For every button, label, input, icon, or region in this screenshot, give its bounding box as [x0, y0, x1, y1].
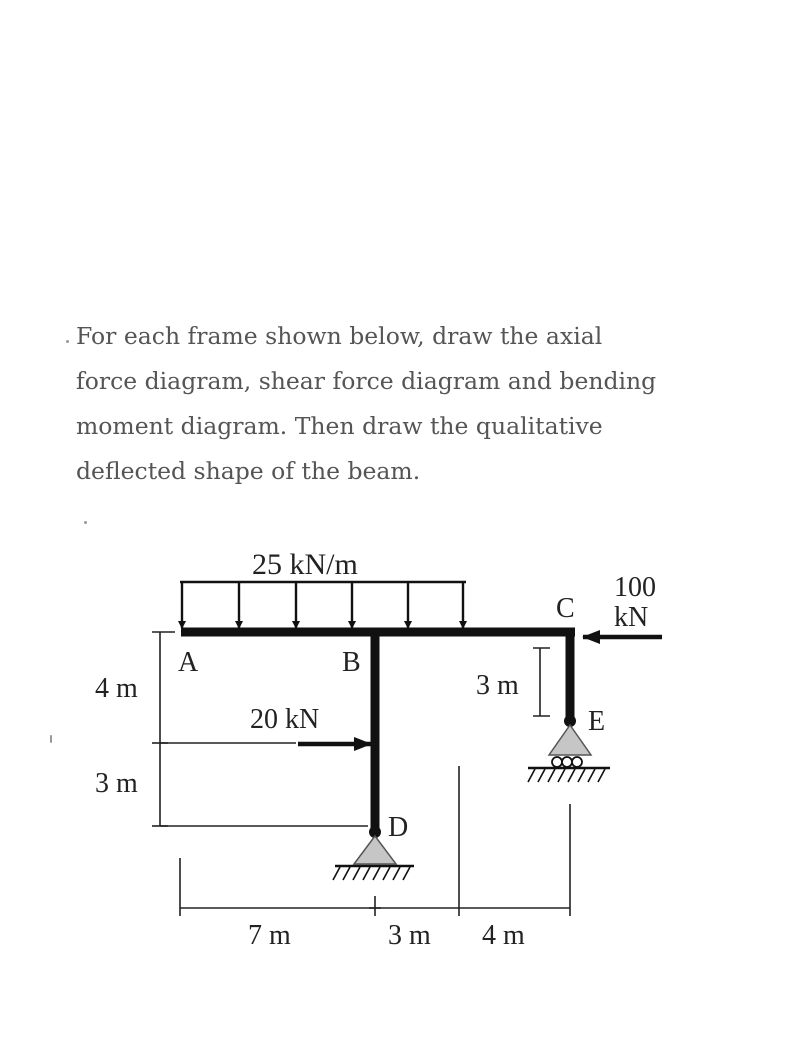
distributed-load-label: 25 kN/m — [252, 548, 358, 581]
question-line-1: For each frame shown below, draw the axial — [76, 322, 603, 350]
frame-members — [181, 632, 575, 832]
dim-label-bottom-2: 3 m — [388, 920, 431, 951]
dim-label-right-column: 3 m — [476, 670, 519, 701]
dim-label-left-lower: 3 m — [95, 768, 138, 799]
dim-label-bottom-3: 4 m — [482, 920, 525, 951]
question-line-4: deflected shape of the beam. — [76, 457, 421, 485]
ground-hatch-e — [528, 769, 605, 782]
question-line-2: force diagram, shear force diagram and bending — [76, 367, 657, 395]
right-dimension-lines — [533, 648, 550, 716]
distributed-load-arrows — [180, 582, 466, 628]
dim-label-left-upper: 4 m — [95, 673, 138, 704]
roller-wheels-e — [552, 757, 582, 767]
node-label-b: B — [342, 647, 361, 678]
question-line-3: moment diagram. Then draw the qualitative — [76, 412, 603, 440]
ground-hatch-d — [333, 867, 410, 880]
dim-label-bottom-1: 7 m — [248, 920, 291, 951]
node-label-d: D — [388, 812, 409, 843]
node-label-c: C — [556, 593, 575, 624]
node-label-a: A — [178, 647, 199, 678]
point-load-label-20kn: 20 kN — [250, 704, 320, 735]
support-triangle-e — [549, 725, 591, 755]
point-load-label-top: 100 — [614, 572, 656, 603]
point-load-label-bottom: kN — [614, 602, 649, 633]
node-label-e: E — [588, 706, 606, 737]
